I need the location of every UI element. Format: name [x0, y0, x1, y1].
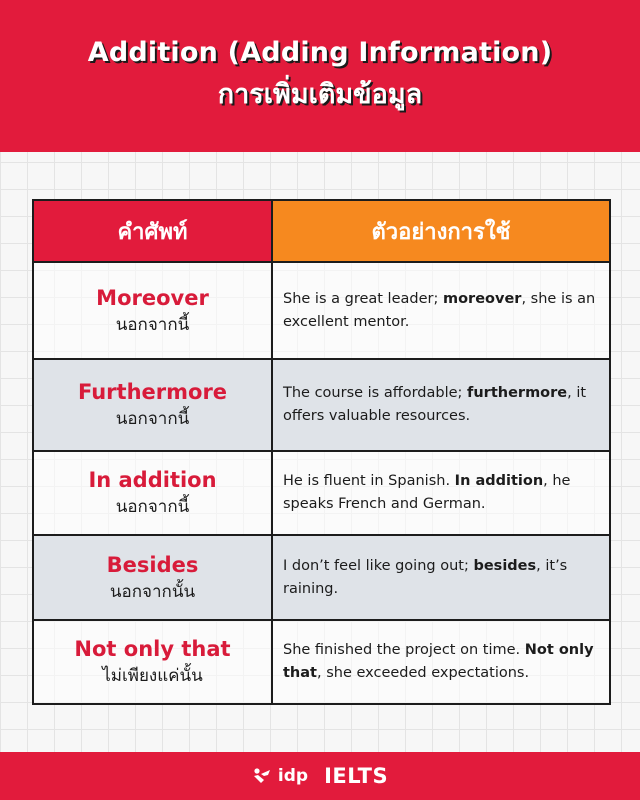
page-title: Addition (Adding Information): [87, 37, 553, 68]
word-english: Not only that: [74, 637, 231, 661]
example-cell: [272, 451, 610, 535]
example-cell: [272, 535, 610, 620]
word-cell: [33, 262, 272, 359]
page-subtitle: การเพิ่มเติมข้อมูล: [217, 79, 423, 110]
example-text: He is fluent in Spanish.: [283, 473, 455, 489]
table-row: [33, 262, 610, 359]
example-text: , she is an excellent mentor.: [283, 290, 596, 330]
word-cell: [33, 535, 272, 620]
word-cell: [33, 451, 272, 535]
brand-logo[interactable]: [252, 764, 388, 788]
example-text: , it offers valuable resources.: [283, 385, 587, 424]
example-keyword: furthermore: [467, 385, 568, 401]
example-text: , she exceeded expectations.: [316, 665, 530, 681]
word-thai: นอกจากนี้: [115, 497, 190, 517]
example-text: , it’s raining.: [283, 557, 568, 597]
example-text: She finished the project on time.: [283, 642, 525, 658]
table-header-row: [33, 200, 610, 262]
word-english: Besides: [106, 552, 199, 577]
header-banner: [0, 0, 640, 152]
example-cell: [272, 359, 610, 451]
word-thai: ไม่เพียงแค่นั้น: [102, 666, 203, 686]
example-text: , he speaks French and German.: [283, 473, 571, 512]
example-cell: [272, 620, 610, 704]
column-header-word: คำศัพท์: [33, 200, 272, 262]
example-keyword: besides: [473, 557, 537, 574]
table-row: [33, 359, 610, 451]
word-thai: นอกจากนั้น: [109, 581, 196, 602]
example-text: The course is affordable;: [283, 385, 468, 401]
word-thai: นอกจากนี้: [115, 409, 190, 429]
idp-logo-icon: [252, 767, 272, 785]
column-header-example: ตัวอย่างการใช้: [272, 200, 610, 262]
table-row: [33, 451, 610, 535]
example-keyword: Not only that: [283, 642, 594, 681]
example-keyword: moreover: [442, 290, 522, 307]
table-row: [33, 535, 610, 620]
word-thai: นอกจากนี้: [115, 314, 190, 335]
word-english: Moreover: [96, 285, 209, 310]
word-english: Furthermore: [77, 380, 228, 404]
footer-banner: [0, 752, 640, 800]
brand-name: idp: [277, 766, 309, 786]
word-english: In addition: [88, 468, 217, 492]
product-name: IELTS: [324, 764, 389, 788]
word-cell: [33, 359, 272, 451]
example-keyword: In addition: [454, 473, 544, 489]
example-text: I don’t feel like going out;: [283, 557, 474, 574]
table-row: [33, 620, 610, 704]
example-cell: [272, 262, 610, 359]
word-cell: [33, 620, 272, 704]
example-text: She is a great leader;: [283, 290, 443, 307]
vocabulary-table: [32, 199, 611, 705]
